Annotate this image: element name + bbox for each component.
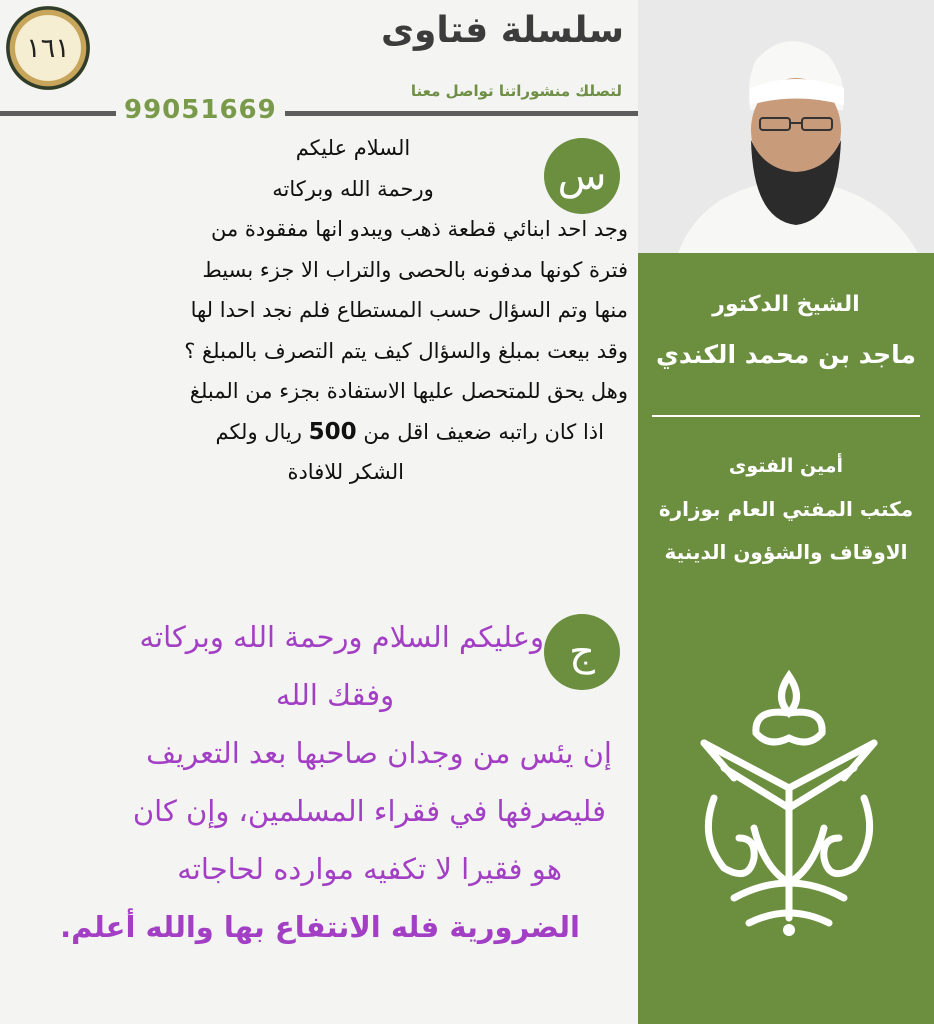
answer-marker-letter: ج: [569, 629, 595, 675]
question-greeting-1: السلام عليكم: [295, 136, 411, 160]
role-title: أمين الفتوى: [728, 455, 844, 477]
answer-line: فليصرفها في فقراء المسلمين، وإن كان: [132, 794, 606, 828]
role-office: مكتب المفتي العام بوزارة: [658, 497, 914, 521]
question-line: وجد احد ابنائي قطعة ذهب ويبدو انها مفقودة من: [210, 217, 628, 241]
answer-text: [10, 608, 620, 956]
answer-line: هو فقيرا لا تكفيه موارده لحاجاته: [177, 852, 562, 886]
sheikh-name: ماجد بن محمد الكندي: [655, 340, 917, 369]
amount-value: 500: [308, 418, 357, 445]
phone-number: 99051669: [116, 95, 285, 125]
question-line: منها وتم السؤال حسب المستطاع فلم نجد احدا لها: [190, 298, 628, 322]
answer-last-line: الضرورية فله الانتفاع بها والله أعلم.: [60, 910, 580, 944]
arabesque-ornament-icon: [694, 668, 884, 938]
question-line: فترة كونها مدفونه بالحصى والتراب الا جزء بسيط: [202, 257, 628, 282]
question-line-amount: [20, 412, 628, 453]
question-closing: الشكر للافادة: [287, 460, 404, 484]
question-greeting-2: ورحمة الله وبركاته: [272, 176, 434, 201]
follow-us-text: لتصلك منشوراتنا تواصل معنا: [410, 82, 622, 100]
role-ministry: الاوقاف والشؤون الدينية: [664, 540, 908, 564]
series-title: سلسلة فتاوى: [381, 10, 624, 51]
issue-number-badge: [6, 6, 90, 90]
header-divider: [0, 111, 638, 116]
answer-line: إن يئس من وجدان صاحبها بعد التعريف: [146, 736, 612, 770]
portrait-photo: [638, 0, 934, 253]
answer-line: وفقك الله: [275, 678, 395, 712]
portrait-illustration: [638, 0, 934, 253]
question-line6-post: ريال ولكم: [215, 419, 302, 444]
question-marker-letter: س: [557, 153, 607, 199]
question-line6-pre: اذا كان راتبه ضعيف اقل من: [363, 419, 604, 444]
question-line: وقد بيعت بمبلغ والسؤال كيف يتم التصرف بالمبلغ ؟: [184, 338, 628, 363]
answer-line: وعليكم السلام ورحمة الله وبركاته: [139, 620, 544, 654]
sheikh-title: الشيخ الدكتور: [712, 292, 860, 317]
issue-number: ١٦١: [26, 32, 70, 64]
sidebar-divider: [652, 415, 920, 417]
question-line: وهل يحق للمتحصل عليها الاستفادة بجزء من المبلغ: [189, 379, 628, 403]
sidebar: [638, 0, 934, 1024]
question-text: [20, 128, 628, 493]
